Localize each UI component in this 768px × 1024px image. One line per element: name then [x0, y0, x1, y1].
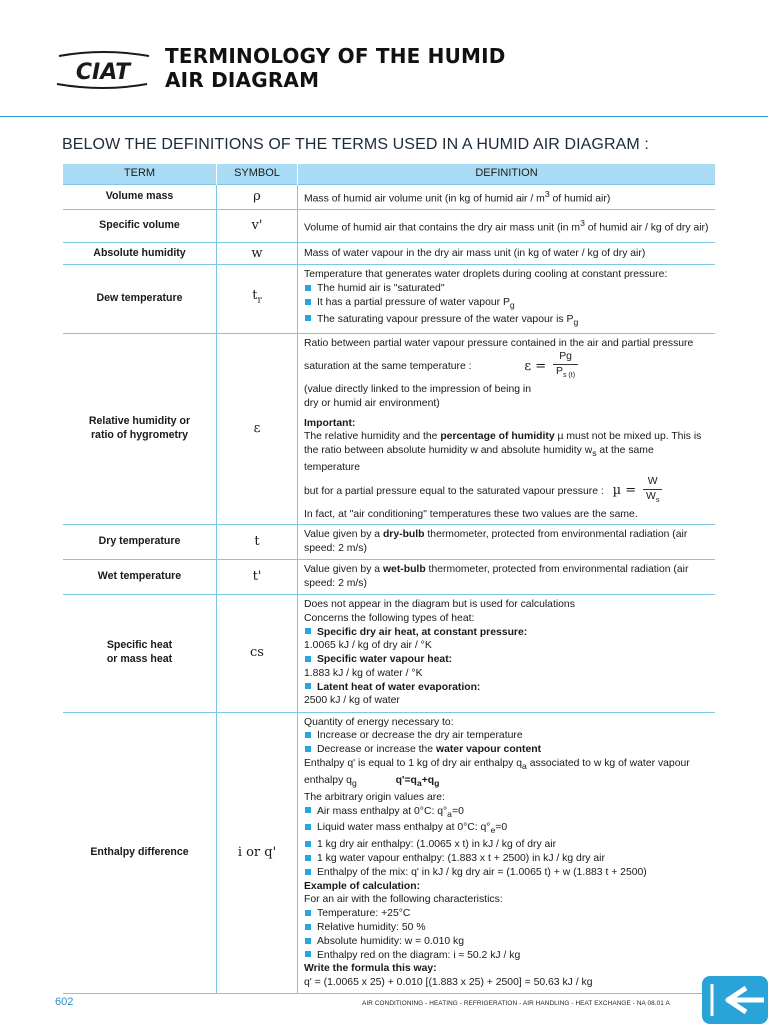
page-title [165, 44, 585, 92]
term-cell: Dew temperature [63, 265, 217, 333]
definition-cell: Volume of humid air that contains the dry air mass unit (in $m^3$ of humid air / kg of dry air) [298, 210, 716, 243]
square-bullet-icon [305, 824, 311, 830]
term-cell: Wet temperature [63, 560, 217, 595]
square-bullet-icon [305, 656, 311, 662]
symbol-cell: v' [217, 210, 298, 243]
page-number: 602 [55, 996, 74, 1008]
square-bullet-icon [305, 732, 311, 738]
table-header-row [63, 164, 715, 185]
square-bullet-icon [305, 315, 311, 321]
symbol-cell: t' [217, 560, 298, 595]
symbol-cell: $t_r$ [217, 265, 298, 333]
square-bullet-icon [305, 285, 311, 291]
column-header-definition: DEFINITION [298, 164, 716, 185]
square-bullet-icon [305, 807, 311, 813]
square-bullet-icon [305, 299, 311, 305]
term-cell: Absolute humidity [63, 243, 217, 265]
square-bullet-icon [305, 855, 311, 861]
epsilon-equation: ε = [524, 358, 547, 374]
definition-cell: Ratio between partial water vapour pressure contained in the air and partial pressure saturation at the same temperature : ε = $\frac{Pg}{P_{s (t)}}$ (value directly linked to the impression of being in dry or humid air environment) Important: The relative humidity and the percentage of humidity µ must not be mixed up. This is the ratio between absolute humidity w and absolute humidity $w_s$ at the same temperature but for a partial pressure equal to the saturated vapour pressure : µ = $\frac{W}{W_s}$ In fact, at "air conditioning" temperatures these two values are the same. [298, 333, 716, 525]
square-bullet-icon [305, 951, 311, 957]
terminology-table [63, 164, 715, 994]
back-arrow-icon[interactable] [698, 966, 768, 1024]
symbol-cell: i or q' [217, 712, 298, 993]
term-cell: Dry temperature [63, 525, 217, 560]
table-row [63, 594, 715, 712]
column-header-term: TERM [63, 164, 217, 185]
symbol-cell: ρ [217, 185, 298, 210]
square-bullet-icon [305, 841, 311, 847]
logo-text: CIAT [75, 60, 131, 85]
square-bullet-icon [305, 746, 311, 752]
header-divider [0, 116, 768, 117]
definition-cell: Mass of humid air volume unit (in kg of humid air / $m^3$ of humid air) [298, 185, 716, 210]
symbol-cell: w [217, 243, 298, 265]
definition-cell: Temperature that generates water droplets during cooling at constant pressure: The humid air is "saturated" It has a partial pressure of water vapour $P_g$ The saturating vapour pressure of the water vapour is $P_g$ [298, 265, 716, 333]
intro-heading: BELOW THE DEFINITIONS OF THE TERMS USED IN A HUMID AIR DIAGRAM : [62, 136, 649, 153]
page-title-line1: TERMINOLOGY OF THE HUMID [165, 44, 506, 68]
table-row [63, 712, 715, 993]
mu-equation: µ = [612, 483, 637, 499]
symbol-cell: t [217, 525, 298, 560]
table-row [63, 265, 715, 333]
definition-cell: Does not appear in the diagram but is used for calculations Concerns the following types of heat: Specific dry air heat, at constant pressure: 1.0065 kJ / kg of dry air / °K Specific water vapour heat: 1.883 kJ / kg of water / °K Latent heat of water evaporation: 2500 kJ / kg of water [298, 594, 716, 712]
symbol-cell: cs [217, 594, 298, 712]
ciat-logo [53, 50, 153, 90]
symbol-cell: ε [217, 333, 298, 525]
table-row [63, 210, 715, 243]
enthalpy-formula: $q'=q_a+q_g$ [395, 774, 440, 788]
term-cell: Specific heat or mass heat [63, 594, 217, 712]
square-bullet-icon [305, 869, 311, 875]
epsilon-fraction: $\frac{Pg}{P_{s (t)}}$ [553, 350, 578, 383]
table-row [63, 243, 715, 265]
footer-text: AIR CONDITIONING - HEATING - REFRIGERATION - AIR HANDLING - HEAT EXCHANGE - NA 08.01 A [362, 1000, 670, 1007]
term-cell: Relative humidity or ratio of hygrometry [63, 333, 217, 525]
table-row [63, 560, 715, 595]
square-bullet-icon [305, 938, 311, 944]
mu-fraction: $\frac{W}{W_s}$ [643, 475, 662, 508]
table-row [63, 525, 715, 560]
square-bullet-icon [305, 924, 311, 930]
page-title-line2: AIR DIAGRAM [165, 68, 320, 92]
definition-cell: Mass of water vapour in the dry air mass unit (in kg of water / kg of dry air) [298, 243, 716, 265]
definition-cell: Quantity of energy necessary to: Increase or decrease the dry air temperature Decrease or increase the water vapour content Enthalpy q' is equal to 1 kg of dry air enthalpy $q_a$ associated to w kg of water vapour enthalpy $q_g$ $q'=q_a+q_g$ The arbitrary origin values are: Air mass enthalpy at 0°C: $q^\circ_a=0$ Liquid water mass enthalpy at 0°C: $q^\circ_e=0$ 1 kg dry air enthalpy: (1.0065 x t) in kJ / kg of dry air 1 kg water vapour enthalpy: (1.883 x t + 2500) in kJ / kg dry air Enthalpy of the mix: q' in kJ / kg dry air = (1.0065 t) + w (1.883 t + 2500) Example of calculation: For an air with the following characteristics: Temperature: +25°C Relative humidity: 50 % Absolute humidity: w = 0.010 kg Enthalpy red on the diagram: i ≈ 50.2 kJ / kg Write the formula this way: q' = (1.0065 x 25) + 0.010 [(1.883 x 25) + 2500] = 50.63 kJ / kg [298, 712, 716, 993]
column-header-symbol: SYMBOL [217, 164, 298, 185]
square-bullet-icon [305, 683, 311, 689]
term-cell: Enthalpy difference [63, 712, 217, 993]
definition-cell: Value given by a dry-bulb thermometer, protected from environmental radiation (air speed: 2 m/s) [298, 525, 716, 560]
table-row [63, 333, 715, 525]
definition-cell: Value given by a wet-bulb thermometer, protected from environmental radiation (air speed: 2 m/s) [298, 560, 716, 595]
square-bullet-icon [305, 628, 311, 634]
term-cell: Specific volume [63, 210, 217, 243]
term-cell: Volume mass [63, 185, 217, 210]
table-row [63, 185, 715, 210]
square-bullet-icon [305, 910, 311, 916]
